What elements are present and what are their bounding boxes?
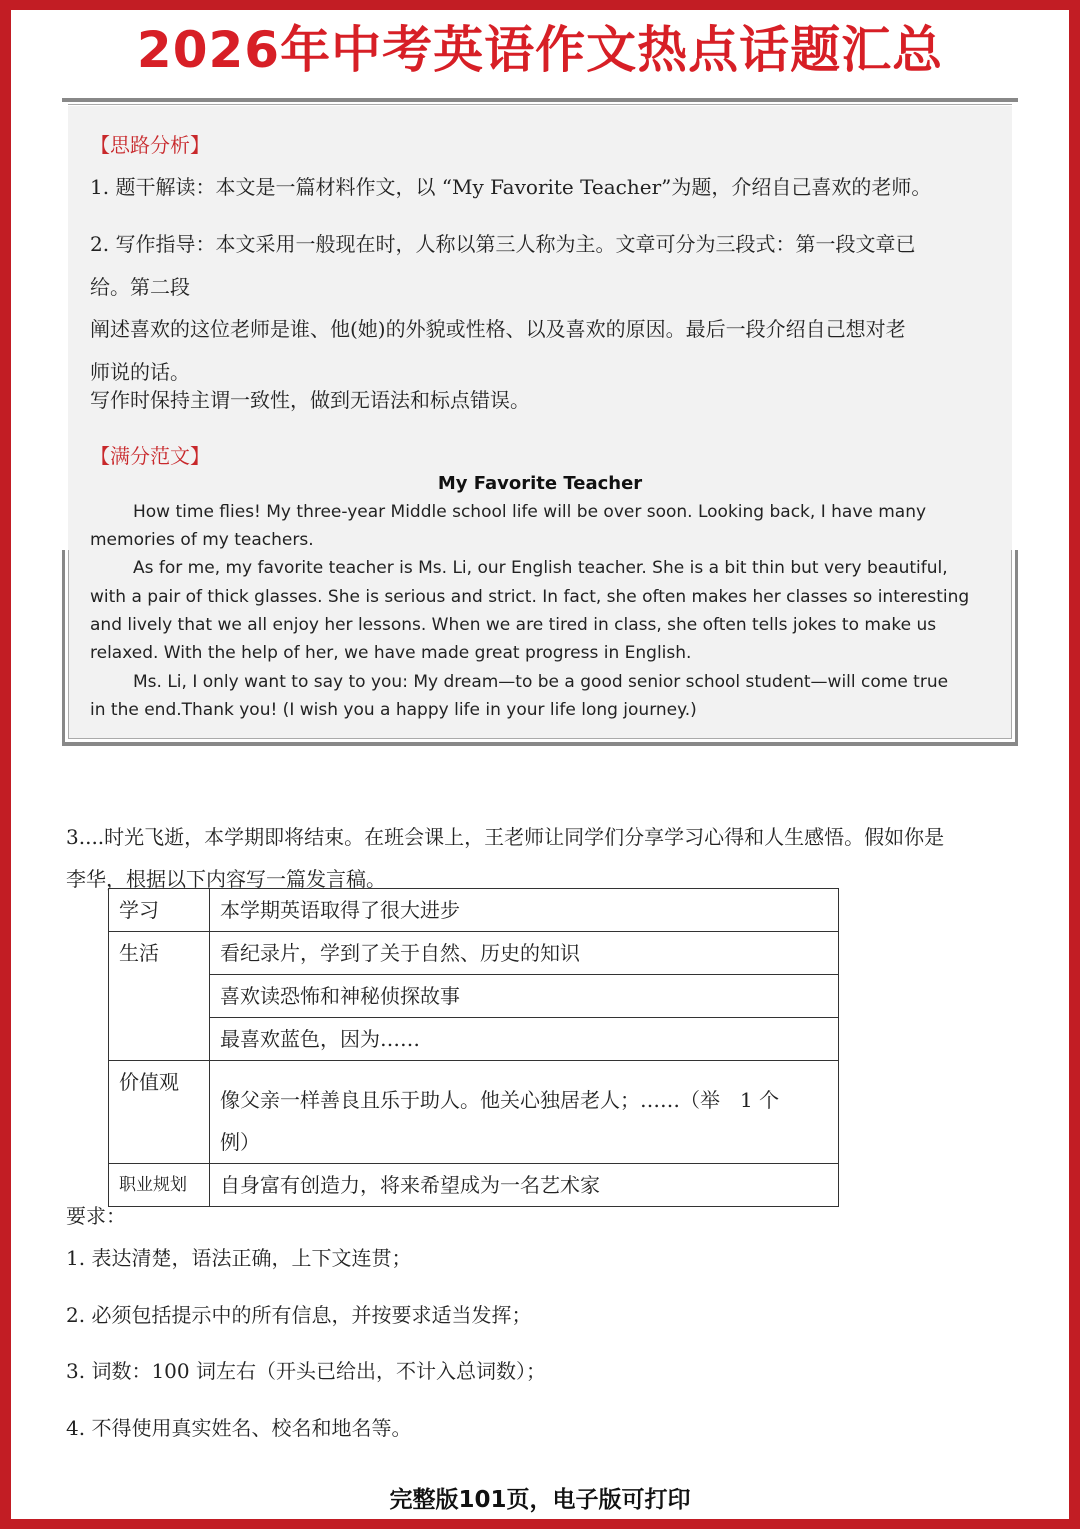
table-row: [109, 975, 839, 1018]
essay-line: As for me, my favorite teacher is Ms. Li, our English teacher. She is a bit thin but very beautiful,: [133, 558, 948, 578]
panel-border-bottom: [62, 742, 1018, 746]
essay-line: How time flies! My three-year Middle school life will be over soon. Looking back, I have many: [133, 502, 927, 522]
red-frame-top: [0, 0, 1080, 10]
red-frame-right: [1069, 0, 1080, 1529]
panel-border-top: [62, 98, 1018, 102]
essay-line: in the end.Thank you! (I wish you a happy life in your life long journey.): [90, 700, 697, 720]
analysis-point-2-cont: 师说的话。: [90, 360, 190, 384]
analysis-heading: 【思路分析】: [90, 133, 210, 157]
essay-line: Ms. Li, I only want to say to you: My dream—to be a good senior school student—will come true: [133, 672, 949, 692]
analysis-point-2: 2. 写作指导：本文采用一般现在时，人称以第三人称为主。文章可分为三段式：第一段文章已: [90, 232, 916, 256]
table-label-life: 生活: [109, 932, 210, 1061]
red-frame-bottom: [0, 1519, 1080, 1529]
page-title: 2026年中考英语作文热点话题汇总: [136, 21, 944, 79]
essay-line: with a pair of thick glasses. She is serious and strict. In fact, she often makes her classes so interesting: [90, 587, 970, 607]
table-cell: 自身富有创造力，将来希望成为一名艺术家: [210, 1164, 839, 1207]
table-cell: 像父亲一样善良且乐于助人。他关心独居老人；……（举 1 个 例）: [210, 1061, 839, 1164]
table-row: [109, 932, 839, 975]
table-row: [109, 1061, 839, 1164]
analysis-point-2-cont: 阐述喜欢的这位老师是谁、他(她)的外貌或性格、以及喜欢的原因。最后一段介绍自己想对老: [90, 317, 906, 341]
table-label-study: 学习: [109, 889, 210, 932]
table-label-career: 职业规划: [109, 1164, 210, 1207]
content-table: [108, 888, 839, 1207]
table-cell: 看纪录片，学到了关于自然、历史的知识: [210, 932, 839, 975]
requirement-item: 3. 词数：100 词左右（开头已给出，不计入总词数）；: [66, 1359, 546, 1383]
analysis-point-2-cont: 给。第二段: [90, 275, 190, 299]
table-label-values: 价值观: [109, 1061, 210, 1164]
requirement-item: 4. 不得使用真实姓名、校名和地名等。: [66, 1416, 412, 1440]
table-cell: 喜欢读恐怖和神秘侦探故事: [210, 975, 839, 1018]
table-row: [109, 1018, 839, 1061]
essay-line: memories of my teachers.: [90, 530, 314, 550]
requirements-heading: 要求：: [66, 1204, 126, 1228]
red-frame-left: [0, 0, 11, 1529]
footer-note: 完整版101页，电子版可打印: [389, 1487, 691, 1513]
analysis-point-2-cont: 写作时保持主谓一致性，做到无语法和标点错误。: [90, 388, 530, 412]
question-3-prompt: 3....时光飞逝，本学期即将结束。在班会课上，王老师让同学们分享学习心得和人生感悟。假如你是: [66, 825, 945, 849]
analysis-point-1: 1. 题干解读：本文是一篇材料作文，以 “My Favorite Teacher”为题，介绍自己喜欢的老师。: [90, 175, 932, 199]
essay-line: relaxed. With the help of her, we have made great progress in English.: [90, 643, 692, 663]
table-row: [109, 889, 839, 932]
essay-title: My Favorite Teacher: [437, 473, 643, 494]
essay-line: and lively that we all enjoy her lessons. When we are tired in class, she often tells jokes to make us: [90, 615, 937, 635]
table-row: [109, 1164, 839, 1207]
requirement-item: 2. 必须包括提示中的所有信息，并按要求适当发挥；: [66, 1303, 532, 1327]
question-3-prompt-cont: 李华，根据以下内容写一篇发言稿。: [66, 867, 386, 891]
table-cell: 本学期英语取得了很大进步: [210, 889, 839, 932]
table-cell: 最喜欢蓝色，因为……: [210, 1018, 839, 1061]
requirement-item: 1. 表达清楚，语法正确，上下文连贯；: [66, 1246, 412, 1270]
sample-heading: 【满分范文】: [90, 444, 210, 468]
